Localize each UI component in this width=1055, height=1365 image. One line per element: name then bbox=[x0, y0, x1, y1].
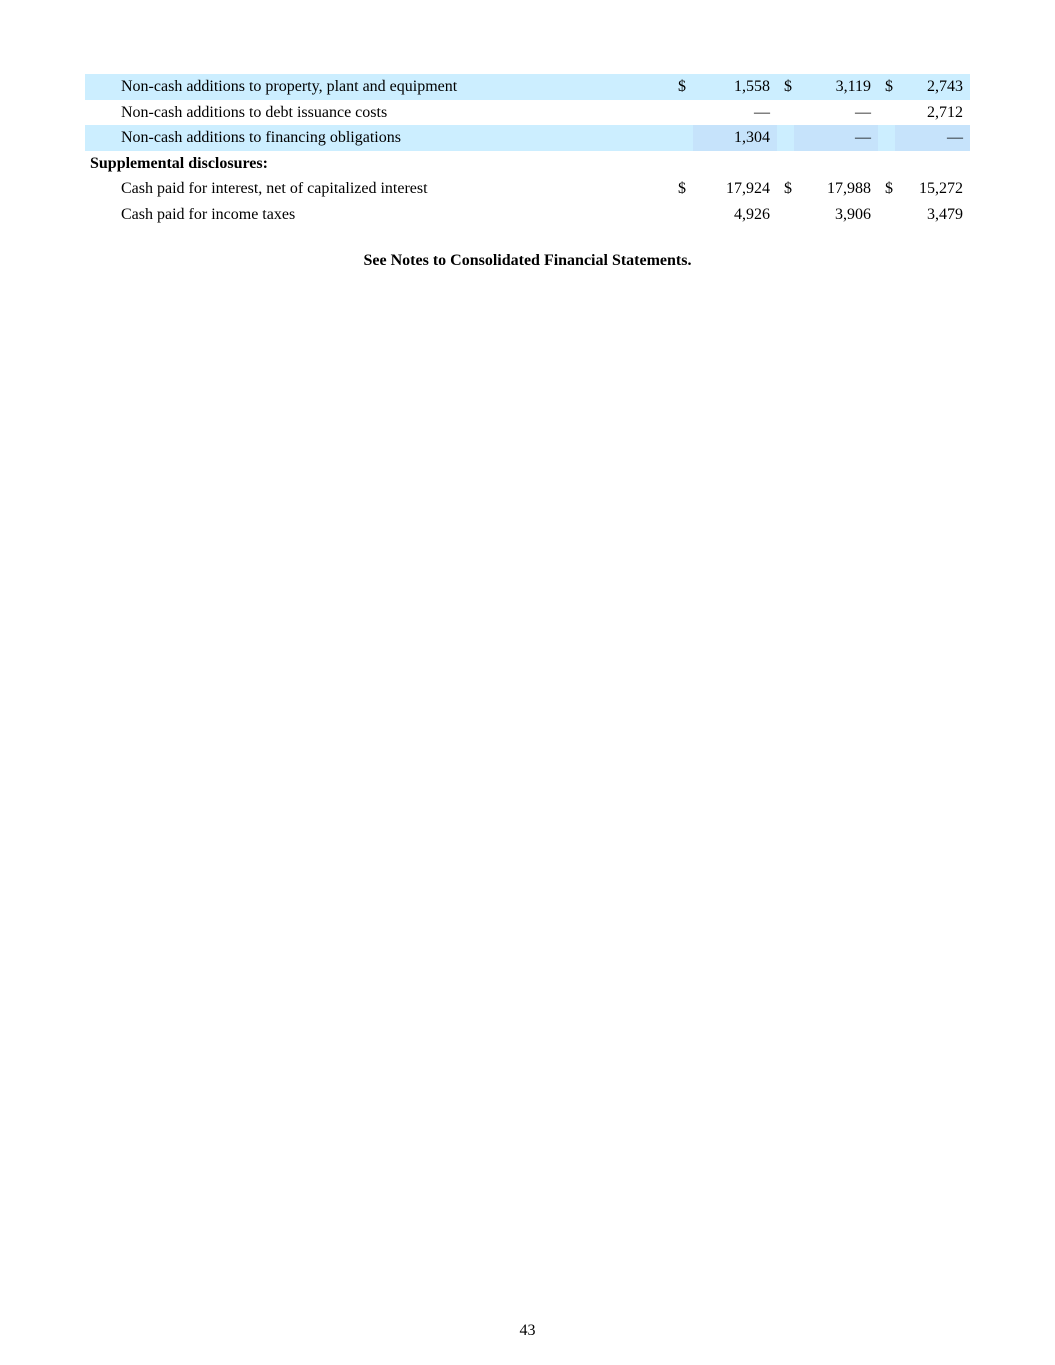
currency-symbol: $ bbox=[678, 180, 686, 197]
value-year-3: 3,479 bbox=[927, 205, 963, 223]
value-year-3: 2,743 bbox=[895, 74, 970, 100]
row-label: Cash paid for interest, net of capitalized interest bbox=[121, 180, 428, 197]
value-year-1: 1,304 bbox=[693, 125, 777, 151]
table-row-financing-obligations bbox=[85, 125, 970, 151]
value-year-2: — bbox=[794, 125, 878, 151]
currency-symbol: $ bbox=[885, 180, 893, 197]
cash-flow-supplemental-table bbox=[85, 74, 970, 227]
value-year-1: 1,558 bbox=[693, 74, 777, 100]
row-label: Cash paid for income taxes bbox=[121, 205, 296, 223]
row-label: Non-cash additions to property, plant and equipment bbox=[85, 74, 671, 100]
value-year-2: — bbox=[855, 103, 871, 121]
table-row-section-header bbox=[85, 151, 970, 177]
table-row-cash-paid-taxes bbox=[85, 202, 970, 228]
value-year-3: 15,272 bbox=[919, 180, 963, 197]
table-row-debt-issuance-costs bbox=[85, 100, 970, 126]
row-label: Non-cash additions to debt issuance costs bbox=[121, 103, 388, 121]
value-year-2: 3,119 bbox=[794, 74, 878, 100]
value-year-2: 3,906 bbox=[835, 205, 871, 223]
currency-symbol: $ bbox=[784, 180, 792, 197]
value-year-1: 17,924 bbox=[726, 180, 770, 197]
notes-reference: See Notes to Consolidated Financial Statements. bbox=[363, 252, 692, 269]
table-row-cash-paid-interest bbox=[85, 176, 970, 202]
section-heading: Supplemental disclosures: bbox=[90, 154, 268, 172]
row-label: Non-cash additions to financing obligations bbox=[85, 125, 671, 151]
currency-symbol: $ bbox=[878, 74, 895, 100]
currency-symbol: $ bbox=[777, 74, 794, 100]
page-number: 43 bbox=[519, 1322, 536, 1339]
value-year-2: 17,988 bbox=[827, 180, 871, 197]
currency-symbol: $ bbox=[671, 74, 693, 100]
value-year-1: — bbox=[754, 103, 770, 121]
table-row-ppe-additions bbox=[85, 74, 970, 100]
value-year-1: 4,926 bbox=[734, 205, 770, 223]
value-year-3: — bbox=[895, 125, 970, 151]
value-year-3: 2,712 bbox=[927, 103, 963, 121]
